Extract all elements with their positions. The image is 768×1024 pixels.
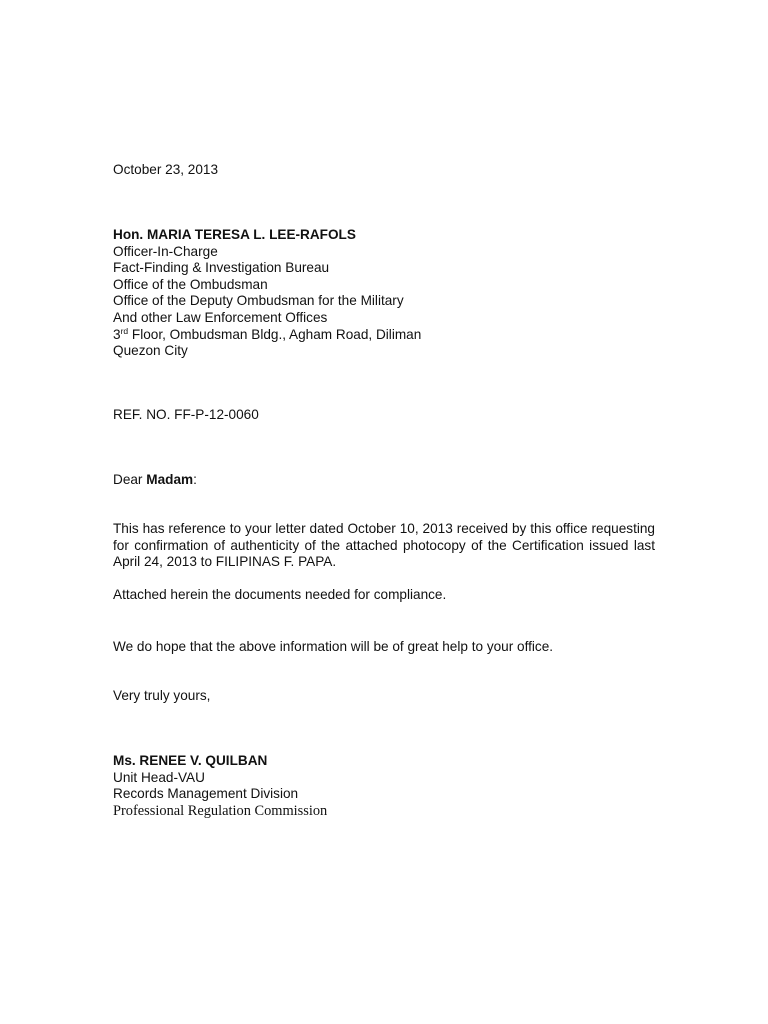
body-paragraph-1: This has reference to your letter dated October 10, 2013 received by this office requesting for confirmation of authenticity of the attached photocopy of the Certification issued last April 24, 2013 to FILIPINAS F. PAPA. (113, 521, 655, 570)
salutation-title: Madam (146, 472, 194, 487)
recipient-line-position: Officer-In-Charge (113, 243, 218, 259)
recipient-line-bureau: Fact-Finding & Investigation Bureau (113, 260, 330, 276)
signatory-division: Records Management Division (113, 786, 299, 802)
recipient-line-office: Office of the Ombudsman (113, 276, 268, 292)
salutation-suffix: : (193, 472, 197, 487)
signatory-organization: Professional Regulation Commission (113, 802, 328, 819)
reference-number: REF. NO. FF-P-12-0060 (113, 407, 259, 422)
recipient-name: Hon. MARIA TERESA L. LEE-RAFOLS (113, 227, 356, 242)
recipient-address (113, 327, 655, 344)
closing (113, 688, 655, 705)
signatory-name: Ms. RENEE V. QUILBAN (113, 753, 268, 768)
salutation-prefix: Dear (113, 472, 147, 487)
reference-block (113, 407, 655, 424)
signatory-position: Unit Head-VAU (113, 769, 205, 785)
salutation (113, 472, 655, 489)
salutation-line (113, 472, 655, 489)
body-paragraph-2 (113, 587, 655, 604)
date-text: October 23, 2013 (113, 162, 219, 177)
letter-date (113, 162, 655, 179)
paragraph-3-text: We do hope that the above information will be of great help to your office. (113, 639, 554, 654)
closing-text: Very truly yours, (113, 688, 211, 703)
paragraph-2-text: Attached herein the documents needed for compliance. (113, 587, 447, 602)
recipient-city: Quezon City (113, 343, 188, 359)
body-paragraph-3 (113, 639, 655, 656)
recipient-block (113, 227, 655, 360)
address-floor-number: 3 (113, 326, 121, 342)
address-street: Floor, Ombudsman Bldg., Agham Road, Diliman (128, 326, 422, 342)
signature-block (113, 753, 655, 819)
address-floor-suffix: rd (120, 325, 129, 336)
recipient-line-enforcement: And other Law Enforcement Offices (113, 309, 328, 325)
recipient-line-deputy: Office of the Deputy Ombudsman for the Military (113, 293, 404, 309)
